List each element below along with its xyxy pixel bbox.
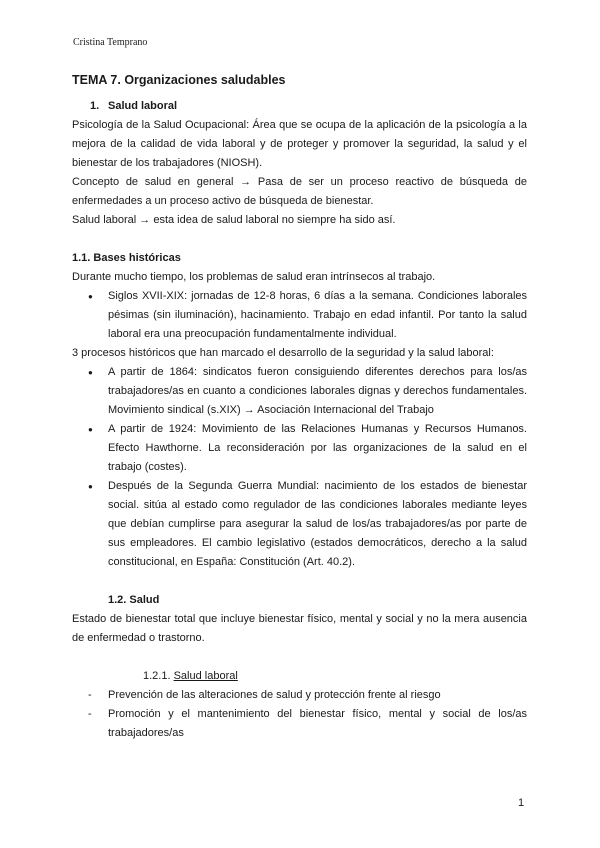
list-item: - Prevención de las alteraciones de salud y protección frente al riesgo — [72, 686, 527, 705]
section-1-heading — [72, 97, 527, 116]
section-1-paragraph: Concepto de salud en general → Pasa de ser un proceso reactivo de búsqueda de enfermedades a un proceso activo de búsqueda de bienestar. — [72, 176, 527, 207]
section-1-1-intro-2: 3 procesos históricos que han marcado el desarrollo de la seguridad y la salud laboral: — [72, 347, 494, 359]
bullet-list — [72, 363, 527, 572]
section-1-paragraph: Salud laboral → esta idea de salud laboral no siempre ha sido así. — [72, 214, 396, 226]
section-1-2-1-title: Salud laboral — [173, 670, 238, 682]
list-item: ● Después de la Segunda Guerra Mundial: nacimiento de los estados de bienestar social. sitúa al estado como regulador de las condiciones laborales mediante leyes que debían cumplirse para asegurar la salud de los/as trabajadores/as por parte de sus empleadores. El cambio legislativo (estados democráticos, derecho a la salud constitucional, en España: Constitución (Art. 40.2). — [72, 477, 527, 572]
section-1-title: Salud laboral — [108, 100, 178, 112]
bullet-list — [72, 287, 527, 344]
list-item: ● A partir de 1864: sindicatos fueron consiguiendo diferentes derechos para los/as trabajadores/as en cuanto a condiciones laborales dignas y derechos fundamentales. Movimiento sindical (s.XIX) → Asociación Internacional del Trabajo — [72, 363, 527, 420]
section-1-number: 1. — [90, 100, 100, 112]
section-1-2-1-number: 1.2.1. — [143, 670, 171, 682]
section-1-1-intro: Durante mucho tiempo, los problemas de salud eran intrínsecos al trabajo. — [72, 271, 436, 283]
page-number: 1 — [518, 797, 525, 809]
document-title: TEMA 7. Organizaciones saludables — [72, 73, 286, 87]
dash-list — [72, 686, 527, 743]
header-author: Cristina Temprano — [73, 37, 148, 48]
list-item: ● A partir de 1924: Movimiento de las Relaciones Humanas y Recursos Humanos. Efecto Hawthorne. La reconsideración por las organizaciones de la salud en el trabajo (costes). — [72, 420, 527, 477]
section-1-2-paragraph: Estado de bienestar total que incluye bienestar físico, mental y social y no la mera ausencia de enfermedad o trastorno. — [72, 613, 527, 644]
section-1-paragraph: Psicología de la Salud Ocupacional: Área que se ocupa de la aplicación de la psicología a la mejora de la calidad de vida laboral y de proteger y promover la seguridad, la salud y el bienestar de los trabajadores (NIOSH). — [72, 119, 527, 169]
section-1-2-heading: 1.2. Salud — [108, 594, 160, 606]
list-item: ● Siglos XVII-XIX: jornadas de 12-8 horas, 6 días a la semana. Condiciones laborales pésimas (sin iluminación), hacinamiento. Trabajo en edad infantil. Por tanto la salud laboral era una preocupación fundamentalmente individual. — [72, 287, 527, 344]
section-1-2-1-heading — [72, 667, 527, 686]
section-1-1-heading: 1.1. Bases históricas — [72, 252, 181, 264]
list-item: - Promoción y el mantenimiento del bienestar físico, mental y social de los/as trabajadores/as — [72, 705, 527, 743]
document-body — [72, 72, 527, 743]
